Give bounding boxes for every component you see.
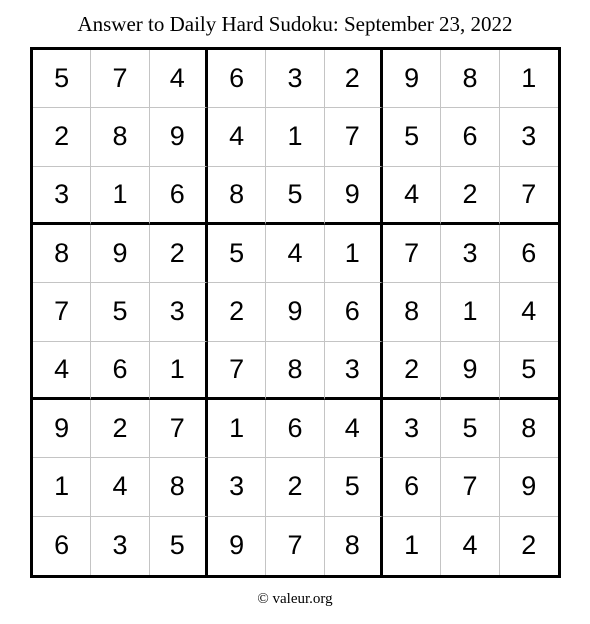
sudoku-cell: 9 [91, 225, 149, 283]
sudoku-cell: 5 [325, 458, 383, 516]
sudoku-cell: 9 [150, 108, 208, 166]
sudoku-cell: 4 [325, 400, 383, 458]
sudoku-cell: 1 [500, 50, 558, 108]
sudoku-cell: 2 [325, 50, 383, 108]
sudoku-cell: 9 [208, 517, 266, 575]
sudoku-cell: 4 [91, 458, 149, 516]
sudoku-cell: 5 [150, 517, 208, 575]
sudoku-cell: 1 [33, 458, 91, 516]
page-title: Answer to Daily Hard Sudoku: September 23, 2022 [77, 12, 513, 36]
sudoku-cell: 4 [441, 517, 499, 575]
sudoku-cell: 8 [500, 400, 558, 458]
sudoku-cell: 1 [91, 167, 149, 225]
sudoku-cell: 3 [208, 458, 266, 516]
sudoku-cell: 4 [383, 167, 441, 225]
sudoku-cell: 2 [208, 283, 266, 341]
sudoku-cell: 9 [383, 50, 441, 108]
sudoku-cell: 2 [266, 458, 324, 516]
sudoku-cell: 4 [208, 108, 266, 166]
sudoku-cell: 3 [441, 225, 499, 283]
sudoku-cell: 7 [441, 458, 499, 516]
sudoku-cell: 3 [33, 167, 91, 225]
sudoku-cell: 4 [500, 283, 558, 341]
sudoku-cell: 2 [441, 167, 499, 225]
sudoku-cell: 9 [325, 167, 383, 225]
sudoku-cell: 8 [91, 108, 149, 166]
sudoku-cell: 1 [441, 283, 499, 341]
sudoku-cell: 5 [33, 50, 91, 108]
sudoku-board [30, 47, 561, 578]
sudoku-cell: 5 [383, 108, 441, 166]
sudoku-cell: 3 [325, 342, 383, 400]
sudoku-cell: 4 [33, 342, 91, 400]
sudoku-cell: 6 [441, 108, 499, 166]
sudoku-cell: 8 [383, 283, 441, 341]
sudoku-cell: 5 [500, 342, 558, 400]
sudoku-cell: 9 [500, 458, 558, 516]
sudoku-cell: 8 [441, 50, 499, 108]
sudoku-cell: 8 [33, 225, 91, 283]
sudoku-cell: 1 [325, 225, 383, 283]
sudoku-cell: 9 [33, 400, 91, 458]
sudoku-cell: 2 [33, 108, 91, 166]
sudoku-cell: 7 [33, 283, 91, 341]
sudoku-cell: 2 [150, 225, 208, 283]
sudoku-cell: 3 [383, 400, 441, 458]
sudoku-cell: 5 [266, 167, 324, 225]
sudoku-cell: 6 [325, 283, 383, 341]
sudoku-cell: 2 [383, 342, 441, 400]
sudoku-cell: 1 [266, 108, 324, 166]
sudoku-cell: 7 [266, 517, 324, 575]
sudoku-cell: 7 [325, 108, 383, 166]
sudoku-cell: 2 [521, 530, 537, 561]
sudoku-cell: 7 [500, 167, 558, 225]
sudoku-cell: 3 [500, 108, 558, 166]
sudoku-cell: 8 [150, 458, 208, 516]
sudoku-cell: 6 [208, 50, 266, 108]
sudoku-cell: 7 [150, 400, 208, 458]
sudoku-cell: 6 [500, 225, 558, 283]
sudoku-cell: 9 [441, 342, 499, 400]
copyright-footer: © valeur.org [257, 591, 333, 607]
sudoku-cell: 2 [91, 400, 149, 458]
sudoku-cell: 4 [266, 225, 324, 283]
sudoku-cell: 4 [150, 50, 208, 108]
sudoku-cell: 6 [383, 458, 441, 516]
sudoku-cell: 1 [150, 342, 208, 400]
sudoku-cell: 7 [208, 342, 266, 400]
sudoku-cell: 5 [208, 225, 266, 283]
sudoku-cell: 5 [441, 400, 499, 458]
sudoku-cell: 8 [325, 517, 383, 575]
sudoku-cell: 1 [383, 517, 441, 575]
sudoku-cell: 3 [91, 517, 149, 575]
sudoku-cell: 6 [266, 400, 324, 458]
sudoku-cell: 8 [208, 167, 266, 225]
sudoku-cell: 3 [150, 283, 208, 341]
sudoku-cell: 3 [266, 50, 324, 108]
sudoku-cell: 6 [33, 517, 91, 575]
sudoku-cell: 7 [383, 225, 441, 283]
sudoku-cell: 7 [91, 50, 149, 108]
sudoku-cell: 1 [208, 400, 266, 458]
sudoku-cell: 5 [91, 283, 149, 341]
sudoku-cell: 9 [266, 283, 324, 341]
sudoku-cell: 6 [150, 167, 208, 225]
sudoku-cell: 8 [266, 342, 324, 400]
sudoku-cell: 6 [91, 342, 149, 400]
